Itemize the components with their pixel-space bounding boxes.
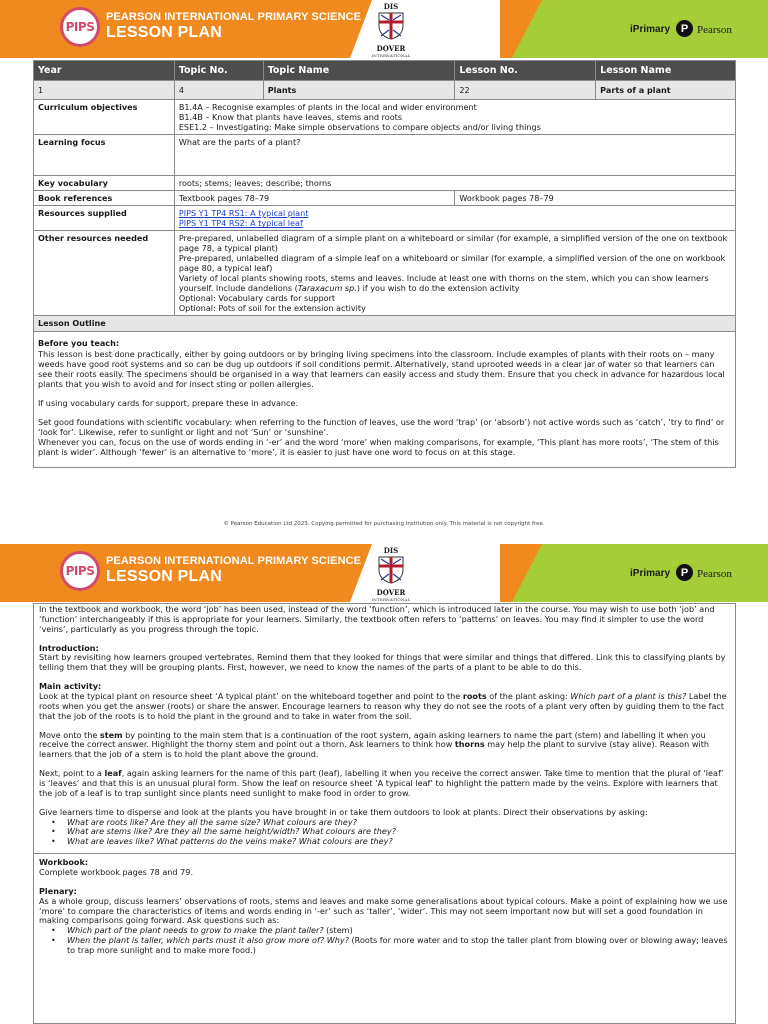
focus-label: Learning focus <box>34 135 175 176</box>
main-activity-roots <box>39 692 730 722</box>
question-text: When the plant is taller, which parts must it also grow more of? Why? <box>67 935 349 946</box>
other-resource-item: Pre-prepared, unlabelled diagram of a simple plant on a whiteboard or similar (for example, a simplified version of the one on textbook page 78, a typical plant) <box>178 233 728 254</box>
list-item: • What are roots like? Are they all the same size? What colours are they? <box>67 818 730 828</box>
lesson-plan-table <box>33 60 736 468</box>
textbook-ref: Textbook pages 78–79 <box>174 191 455 206</box>
page1-banner <box>0 0 768 58</box>
header-year: Year <box>34 61 175 81</box>
text-run: Next, point to a <box>39 768 105 779</box>
before-teach-paragraph: Set good foundations with scientific vocabulary: when referring to the function of leaves, use the word ‘trap’ (or ‘absorb’) not active words such as ‘catch’, ‘try to find’ or ‘look for’. Likewise, refer to sunlight or light and not ‘Sun’ or ‘sunshine’. <box>38 416 725 437</box>
header-row <box>34 61 736 81</box>
school-sub: INTERNATIONAL <box>371 53 411 58</box>
resource-link-plant[interactable]: PIPS Y1 TP4 RS1: A typical plant <box>178 208 309 219</box>
introduction-heading: Introduction: <box>39 642 99 653</box>
answer-text: (stem) <box>323 925 353 936</box>
pips-logo-text: PIPS <box>65 564 95 578</box>
banner-title-line1: PEARSON INTERNATIONAL PRIMARY SCIENCE <box>106 11 362 23</box>
school-abbr: DIS <box>383 2 399 11</box>
question-text: Which part of the plant needs to grow to make the plant taller? <box>67 925 324 936</box>
other-resources-label: Other resources needed <box>34 231 175 316</box>
lesson-outline-continued <box>33 603 736 1024</box>
pearson-logo-icon: P <box>676 20 693 37</box>
curriculum-objective: B1.4B – Know that plants have leaves, stems and roots <box>178 112 403 123</box>
school-abbr: DIS <box>383 546 399 555</box>
workbook-text: Complete workbook pages 78 and 79. <box>39 867 194 878</box>
banner-title <box>106 12 361 41</box>
main-activity-leaf <box>39 769 730 799</box>
value-topic-name: Plants <box>263 81 455 100</box>
text-run: of the plant asking: <box>486 691 571 702</box>
header-topic-no: Topic No. <box>174 61 263 81</box>
plenary-questions <box>67 926 730 956</box>
curriculum-label: Curriculum objectives <box>34 100 175 135</box>
resources-row <box>34 206 736 231</box>
curriculum-objective: ESE1.2 – Investigating: Make simple observations to compare objects and/or living things <box>178 122 541 133</box>
pips-logo-text: PIPS <box>65 20 95 34</box>
workbook-ref: Workbook pages 78–79 <box>455 191 736 206</box>
text-run: , again asking learners for the name of this part (leaf), labelling it when you receive the correct answer. Take time to mention that the plural of ‘leaf’ is ‘leaves’ and that this is an unusual plural form. Show the leaf on resource sheet ‘A typical leaf’ to highlight the pattern made by the veins. Explore with learners that the job of a leaf is to trap sunlight since plants need sunlight to make food in order to grow. <box>39 768 724 798</box>
resource-link-leaf[interactable]: PIPS Y1 TP4 RS2: A typical leaf <box>178 218 303 229</box>
books-label: Book references <box>34 191 175 206</box>
school-logo <box>365 544 417 602</box>
outline-label: Lesson Outline <box>34 316 736 332</box>
value-lesson-no: 22 <box>455 81 596 100</box>
iprimary-label: iPrimary <box>630 568 671 579</box>
main-activity-stem <box>39 731 730 761</box>
outline-row <box>34 316 736 332</box>
page2-banner <box>0 544 768 602</box>
copyright-footer: © Pearson Education Ltd 2023. Copying permitted for purchasing institution only. This material is not copyright free. <box>223 521 545 527</box>
school-name: DOVER <box>376 588 406 597</box>
header-lesson-no: Lesson No. <box>455 61 596 81</box>
curriculum-objective: B1.4A – Recognise examples of plants in the local and wider environment <box>178 102 477 112</box>
resources-label: Resources supplied <box>34 206 175 231</box>
introduction-text: Start by revisiting how learners grouped vertebrates. Remind them that they looked for things that were similar and things that differed. Link this to classifying plants by telling them that they will be grouping plants. First, however, we need to know the names of the parts of a plant to be able to do this. <box>39 652 726 673</box>
keyword: thorns <box>454 739 485 750</box>
other-resource-item <box>179 273 731 293</box>
header-lesson-name: Lesson Name <box>596 61 736 81</box>
text-run: Move onto the <box>39 729 100 740</box>
pips-logo <box>60 551 100 591</box>
school-name: DOVER <box>376 44 406 53</box>
text-run: Label the roots when you get the answer (roots) or share the answer. Encourage learners to reason why they do not see the roots of a plant very often by guiding them to the fact that the job of the roots is to hold the plant in the ground and to take in water from the soil. <box>39 691 727 721</box>
keyword: roots <box>462 691 487 702</box>
other-resource-item: Optional: Pots of soil for the extension activity <box>178 303 366 314</box>
intro-note: In the textbook and workbook, the word ‘job’ has been used, instead of the word ‘function’, which is introduced later in the course. You may wish to use both ‘job’ and ‘function’ interchangeably if this is appropriate for your learners. Similarly, the textbook often refers to ‘patterns’ on leaves. You may find it simpler to use the word ‘veins’, particularly as you progress through the topic. <box>39 604 715 634</box>
plenary-heading: Plenary: <box>39 885 77 896</box>
keyword: stem <box>99 729 123 740</box>
other-resources-row <box>34 231 736 316</box>
school-crest-icon <box>378 12 404 40</box>
other-resource-item: Pre-prepared, unlabelled diagram of a simple leaf on a whiteboard or similar (for example, a simplified version of the one on workbook page 80, a typical leaf) <box>178 253 726 274</box>
other-resource-item: Optional: Vocabulary cards for support <box>178 293 336 304</box>
school-crest-icon <box>378 556 404 584</box>
before-teach-paragraph: If using vocabulary cards for support, prepare these in advance. <box>38 397 299 408</box>
curriculum-value <box>174 100 735 135</box>
text-run: by pointing to the main stem that is a continuation of the root system, again asking learners to name the part (stem) and labelling it when you receive the correct answer. Highlight the thorny stem and point out a thorn. Ask learners to think how <box>39 729 706 750</box>
focus-row <box>34 135 736 176</box>
list-item: • What are stems like? Are they all the same height/width? What colours are they? <box>67 827 730 837</box>
pearson-label: Pearson <box>697 568 732 580</box>
question-text: Which part of a plant is this? <box>570 691 687 702</box>
curriculum-row <box>34 100 736 135</box>
observation-questions <box>67 818 730 848</box>
other-resources-value <box>174 231 735 316</box>
values-row <box>34 81 736 100</box>
resources-value <box>174 206 735 231</box>
keyword: leaf <box>104 768 122 779</box>
value-lesson-name: Parts of a plant <box>596 81 736 100</box>
banner-title-line2: LESSON PLAN <box>106 568 222 585</box>
focus-value: What are the parts of a plant? <box>174 135 735 176</box>
vocab-row <box>34 176 736 191</box>
outline-main-section <box>34 604 735 853</box>
text-run: Look at the typical plant on resource sheet ‘A typical plant’ on the whiteboard together and point to the <box>39 691 463 702</box>
school-sub: INTERNATIONAL <box>371 597 411 602</box>
before-teach-heading: Before you teach: <box>38 338 120 349</box>
vocab-label: Key vocabulary <box>34 176 175 191</box>
answer-text: (Roots for more water and to stop the taller plant from blowing over or blowing away; leaves to trap more sunlight and to make more food.) <box>67 935 728 956</box>
before-teach-paragraph: This lesson is best done practically, either by going outdoors or by bringing living specimens into the classroom. Include examples of plants with their roots on – many weeds have good root systems and so can be dug up outdoors if soil conditions permit. Alternatively, stand uprooted weeds in a clear jar of water so that learners can see their roots easily. The specimens should be organised in a way that learners can easily access and study them. Ensure that you check in advance for hazardous local plants that you wish to avoid and for insect sting or pollen allergies. <box>38 348 725 389</box>
before-teach-paragraph: Whenever you can, focus on the use of words ending in ‘-er’ and the word ‘more’ when making comparisons, for example, ‘This plant has more roots’, ‘The stem of this plant is wider’. Although ‘fewer’ is an alternative to ‘more’, it is easier to just have one word to focus on at this stage. <box>38 436 719 457</box>
main-activity-observe: Give learners time to disperse and look at the plants you have brought in or take them outdoors to look at plants. Direct their observations by asking: <box>39 806 648 817</box>
list-item <box>67 936 730 956</box>
workbook-heading: Workbook: <box>39 857 89 868</box>
header-topic-name: Topic Name <box>263 61 455 81</box>
school-logo <box>365 0 417 58</box>
vocab-value: roots; stems; leaves; describe; thorns <box>174 176 735 191</box>
pearson-logo-icon: P <box>676 564 693 581</box>
before-teach-row <box>34 332 736 467</box>
before-teach-section <box>34 332 736 467</box>
banner-title-line2: LESSON PLAN <box>106 24 222 41</box>
list-item: • What are leaves like? What patterns do the veins make? What colours are they? <box>67 837 730 847</box>
value-topic-no: 4 <box>174 81 263 100</box>
text-run: may help the plant to survive (stay alive). Reason with learners that the job of a stem is to hold the plant above the ground. <box>39 739 709 760</box>
pearson-label: Pearson <box>697 24 732 36</box>
main-activity-heading: Main activity: <box>39 681 102 692</box>
books-row <box>34 191 736 206</box>
other-resource-text: ) if you wish to do the extension activity <box>356 283 520 294</box>
species-name: Taraxacum sp. <box>297 283 357 294</box>
plenary-text: As a whole group, discuss learners’ observations of roots, stems and leaves and make some generalisations about typical colours. Make a point of explaining how we use ‘more’ to compare the characteristics of items and words ending in ‘-er’ such as ‘taller’, ‘wider’. This may not seem important now but will set a good foundation in making comparisons going forward. Ask questions such as: <box>39 895 728 926</box>
workbook-plenary-section <box>34 853 735 962</box>
banner-title-line1: PEARSON INTERNATIONAL PRIMARY SCIENCE <box>106 555 362 567</box>
banner-title <box>106 556 361 585</box>
value-year: 1 <box>34 81 175 100</box>
other-resource-text: Variety of local plants showing roots, stems and leaves. Include at least one with thorns on the stem, which you can show learners yourself. Include dandelions ( <box>178 273 709 294</box>
pips-logo <box>60 7 100 47</box>
iprimary-label: iPrimary <box>630 24 671 35</box>
